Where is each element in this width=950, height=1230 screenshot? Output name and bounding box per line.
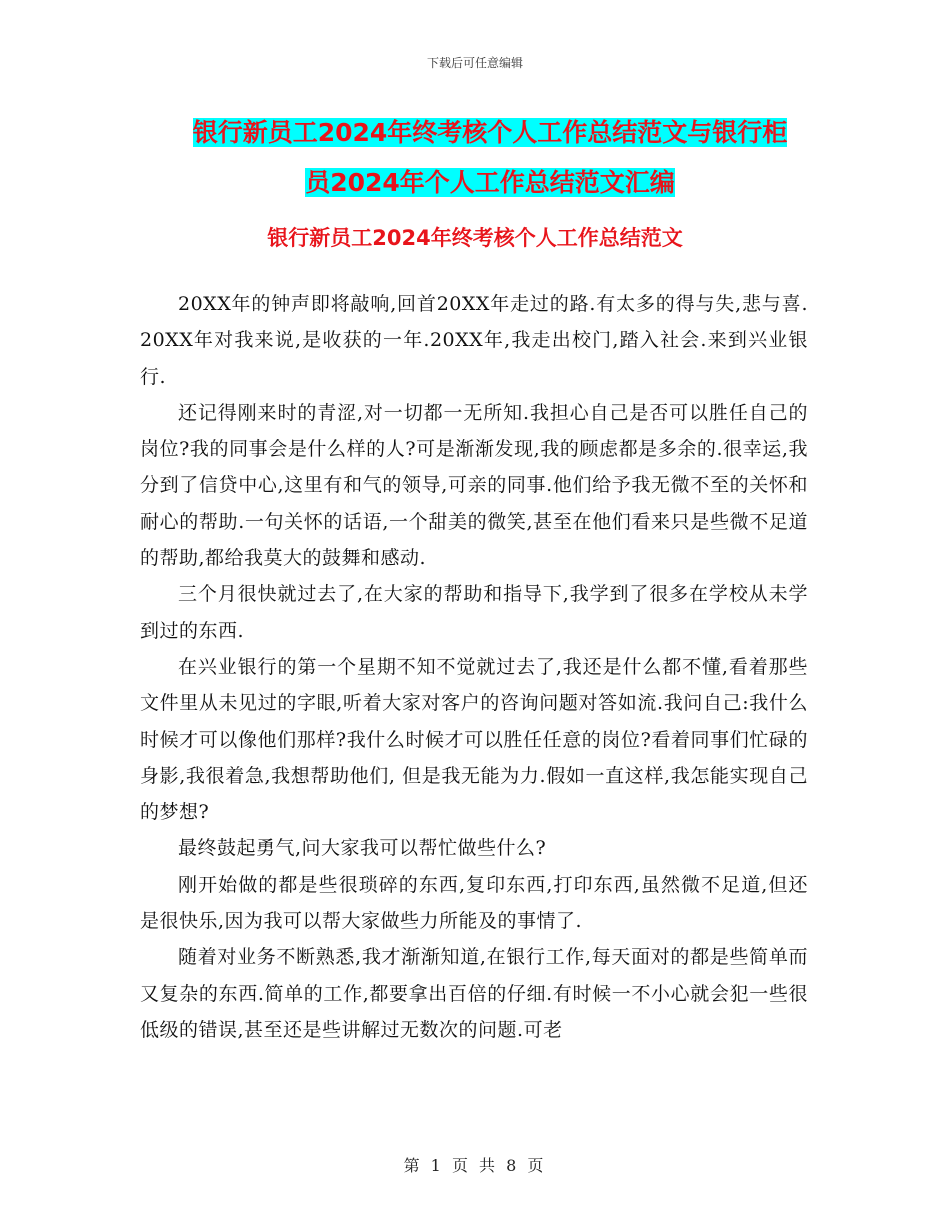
page-footer: 第 1 页 共 8 页 <box>403 1156 547 1175</box>
main-title-line-1: 银行新员工2024年终考核个人工作总结范文与银行柜 <box>192 118 788 147</box>
document-body <box>140 286 808 1048</box>
main-title-line-2: 员2024年个人工作总结范文汇编 <box>305 168 675 197</box>
paragraph: 20XX年的钟声即将敲响,回首20XX年走过的路.有太多的得与失,悲与喜.20XX年对我来说,是收获的一年.20XX年,我走出校门,踏入社会.来到兴业银行. <box>140 293 808 388</box>
paragraph: 在兴业银行的第一个星期不知不觉就过去了,我还是什么都不懂,看着那些文件里从未见过的字眼,听着大家对客户的咨询问题对答如流.我问自己:我什么时候才可以像他们那样?我什么时候才可以胜任任意的岗位?看着同事们忙碌的身影,我很着急,我想帮助他们, 但是我无能为力.假如一直这样,我怎能实现自己的梦想? <box>140 655 808 824</box>
paragraph: 最终鼓起勇气,问大家我可以帮忙做些什么? <box>178 837 547 860</box>
paragraph: 刚开始做的都是些很琐碎的东西,复印东西,打印东西,虽然微不足道,但还是很快乐,因为我可以帮大家做些力所能及的事情了. <box>140 873 808 933</box>
paragraph: 随着对业务不断熟悉,我才渐渐知道,在银行工作,每天面对的都是些简单而又复杂的东西.简单的工作,都要拿出百倍的仔细.有时候一不小心就会犯一些很低级的错误,甚至还是些讲解过无数次的问题.可老 <box>140 946 808 1041</box>
paragraph: 三个月很快就过去了,在大家的帮助和指导下,我学到了很多在学校从未学到过的东西. <box>140 583 808 642</box>
main-title <box>140 108 840 208</box>
paragraph: 还记得刚来时的青涩,对一切都一无所知.我担心自己是否可以胜任自己的岗位?我的同事会是什么样的人?可是渐渐发现,我的顾虑都是多余的.很幸运,我分到了信贷中心,这里有和气的领导,可亲的同事.他们给予我无微不至的关怀和耐心的帮助.一句关怀的话语,一个甜美的微笑,甚至在他们看来只是些微不足道的帮助,都给我莫大的鼓舞和感动. <box>140 401 808 570</box>
section-title: 银行新员工2024年终考核个人工作总结范文 <box>267 226 683 250</box>
header-note: 下载后可任意编辑 <box>426 56 523 70</box>
